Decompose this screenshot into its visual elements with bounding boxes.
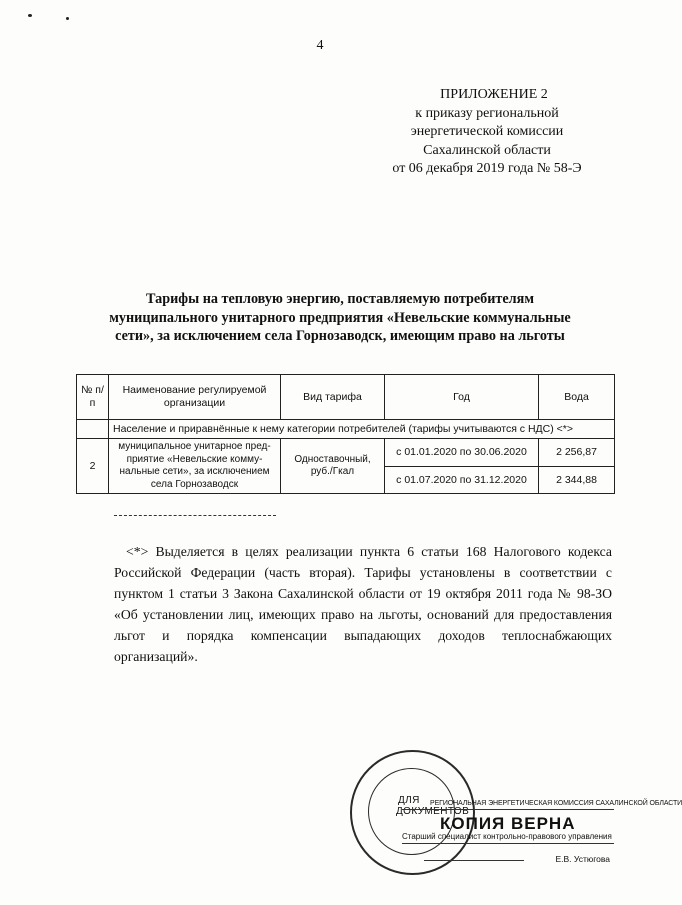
header-year: Год	[385, 375, 539, 420]
tariff-type-line: руб./Гкал	[310, 466, 355, 477]
category-row	[77, 420, 615, 439]
header-water: Вода	[539, 375, 615, 420]
document-title	[90, 290, 590, 346]
certified-copy-stamp	[402, 800, 682, 882]
title-line: Тарифы на тепловую энергию, поставляемую потребителям	[146, 291, 534, 307]
row-organization	[109, 439, 281, 494]
appendix-line: к приказу региональной	[415, 105, 559, 121]
header-organization: Наименование регулируемой организации	[109, 375, 281, 420]
certify-org: РЕГИОНАЛЬНАЯ ЭНЕРГЕТИЧЕСКАЯ КОМИССИЯ САХАЛИНСКОЙ ОБЛАСТИ	[402, 800, 614, 810]
appendix-heading: ПРИЛОЖЕНИЕ 2	[440, 87, 548, 102]
tariffs-table	[76, 374, 615, 494]
period-price: 2 344,88	[539, 466, 615, 494]
row-tariff-type	[281, 439, 385, 494]
certify-title: КОПИЯ ВЕРНА	[440, 814, 576, 833]
scan-speck	[66, 17, 69, 20]
title-line: сети», за исключением села Горнозаводск, имеющим право на льготы	[115, 328, 565, 345]
certify-signer: Е.В. Устюгова	[555, 854, 610, 864]
table-row	[77, 439, 615, 467]
certify-position: Старший специалист контрольно-правового управления	[402, 832, 614, 844]
org-line: муниципальное унитарное пред-	[118, 441, 271, 452]
appendix-line: от 06 декабря 2019 года № 58-Э	[392, 161, 582, 176]
footnote-text: <*> Выделяется в целях реализации пункта 6 статьи 168 Налогового кодекса Российской Федерации (часть вторая). Тарифы установлены в соответствии с пунктом 1 статьи 3 Закона Сахалинской области от 19 октября 2011 года № 98-ЗО «Об установлении лиц, имеющих право на льготы, оснований для предоставления льгот и порядка компенсации выпадающих доходов теплоснабжающих организаций».	[114, 544, 612, 664]
signature-line	[424, 860, 524, 861]
period-dates: с 01.01.2020 по 30.06.2020	[385, 439, 539, 467]
category-num-cell	[77, 420, 109, 439]
org-line: села Горнозаводск	[150, 478, 239, 490]
org-line: нальные сети», за исключением	[119, 466, 270, 477]
period-price: 2 256,87	[539, 439, 615, 467]
page-number: 4	[316, 38, 324, 53]
org-line: приятие «Невельские комму-	[126, 453, 263, 465]
row-num: 2	[77, 439, 109, 494]
tariff-type-line: Одноставочный,	[294, 453, 371, 465]
title-line: муниципального унитарного предприятия «Невельские коммунальные	[109, 309, 571, 326]
table-header-row	[77, 375, 615, 420]
appendix-line: Сахалинской области	[423, 142, 551, 158]
seal-docs-line: ДОКУМЕНТОВ	[396, 806, 470, 817]
appendix-block	[372, 86, 602, 179]
category-label: Население и приравнённые к нему категории потребителей (тарифы учитываются с НДС) <*>	[109, 420, 615, 439]
certify-signature-row	[402, 844, 614, 866]
scan-speck	[28, 14, 32, 17]
appendix-line: энергетической комиссии	[410, 124, 564, 139]
seal-docs-line: ДЛЯ	[398, 795, 420, 806]
header-num: № п/п	[77, 375, 109, 420]
period-dates: с 01.07.2020 по 31.12.2020	[385, 466, 539, 494]
footnote-separator	[114, 515, 276, 516]
header-tariff-type: Вид тарифа	[281, 375, 385, 420]
